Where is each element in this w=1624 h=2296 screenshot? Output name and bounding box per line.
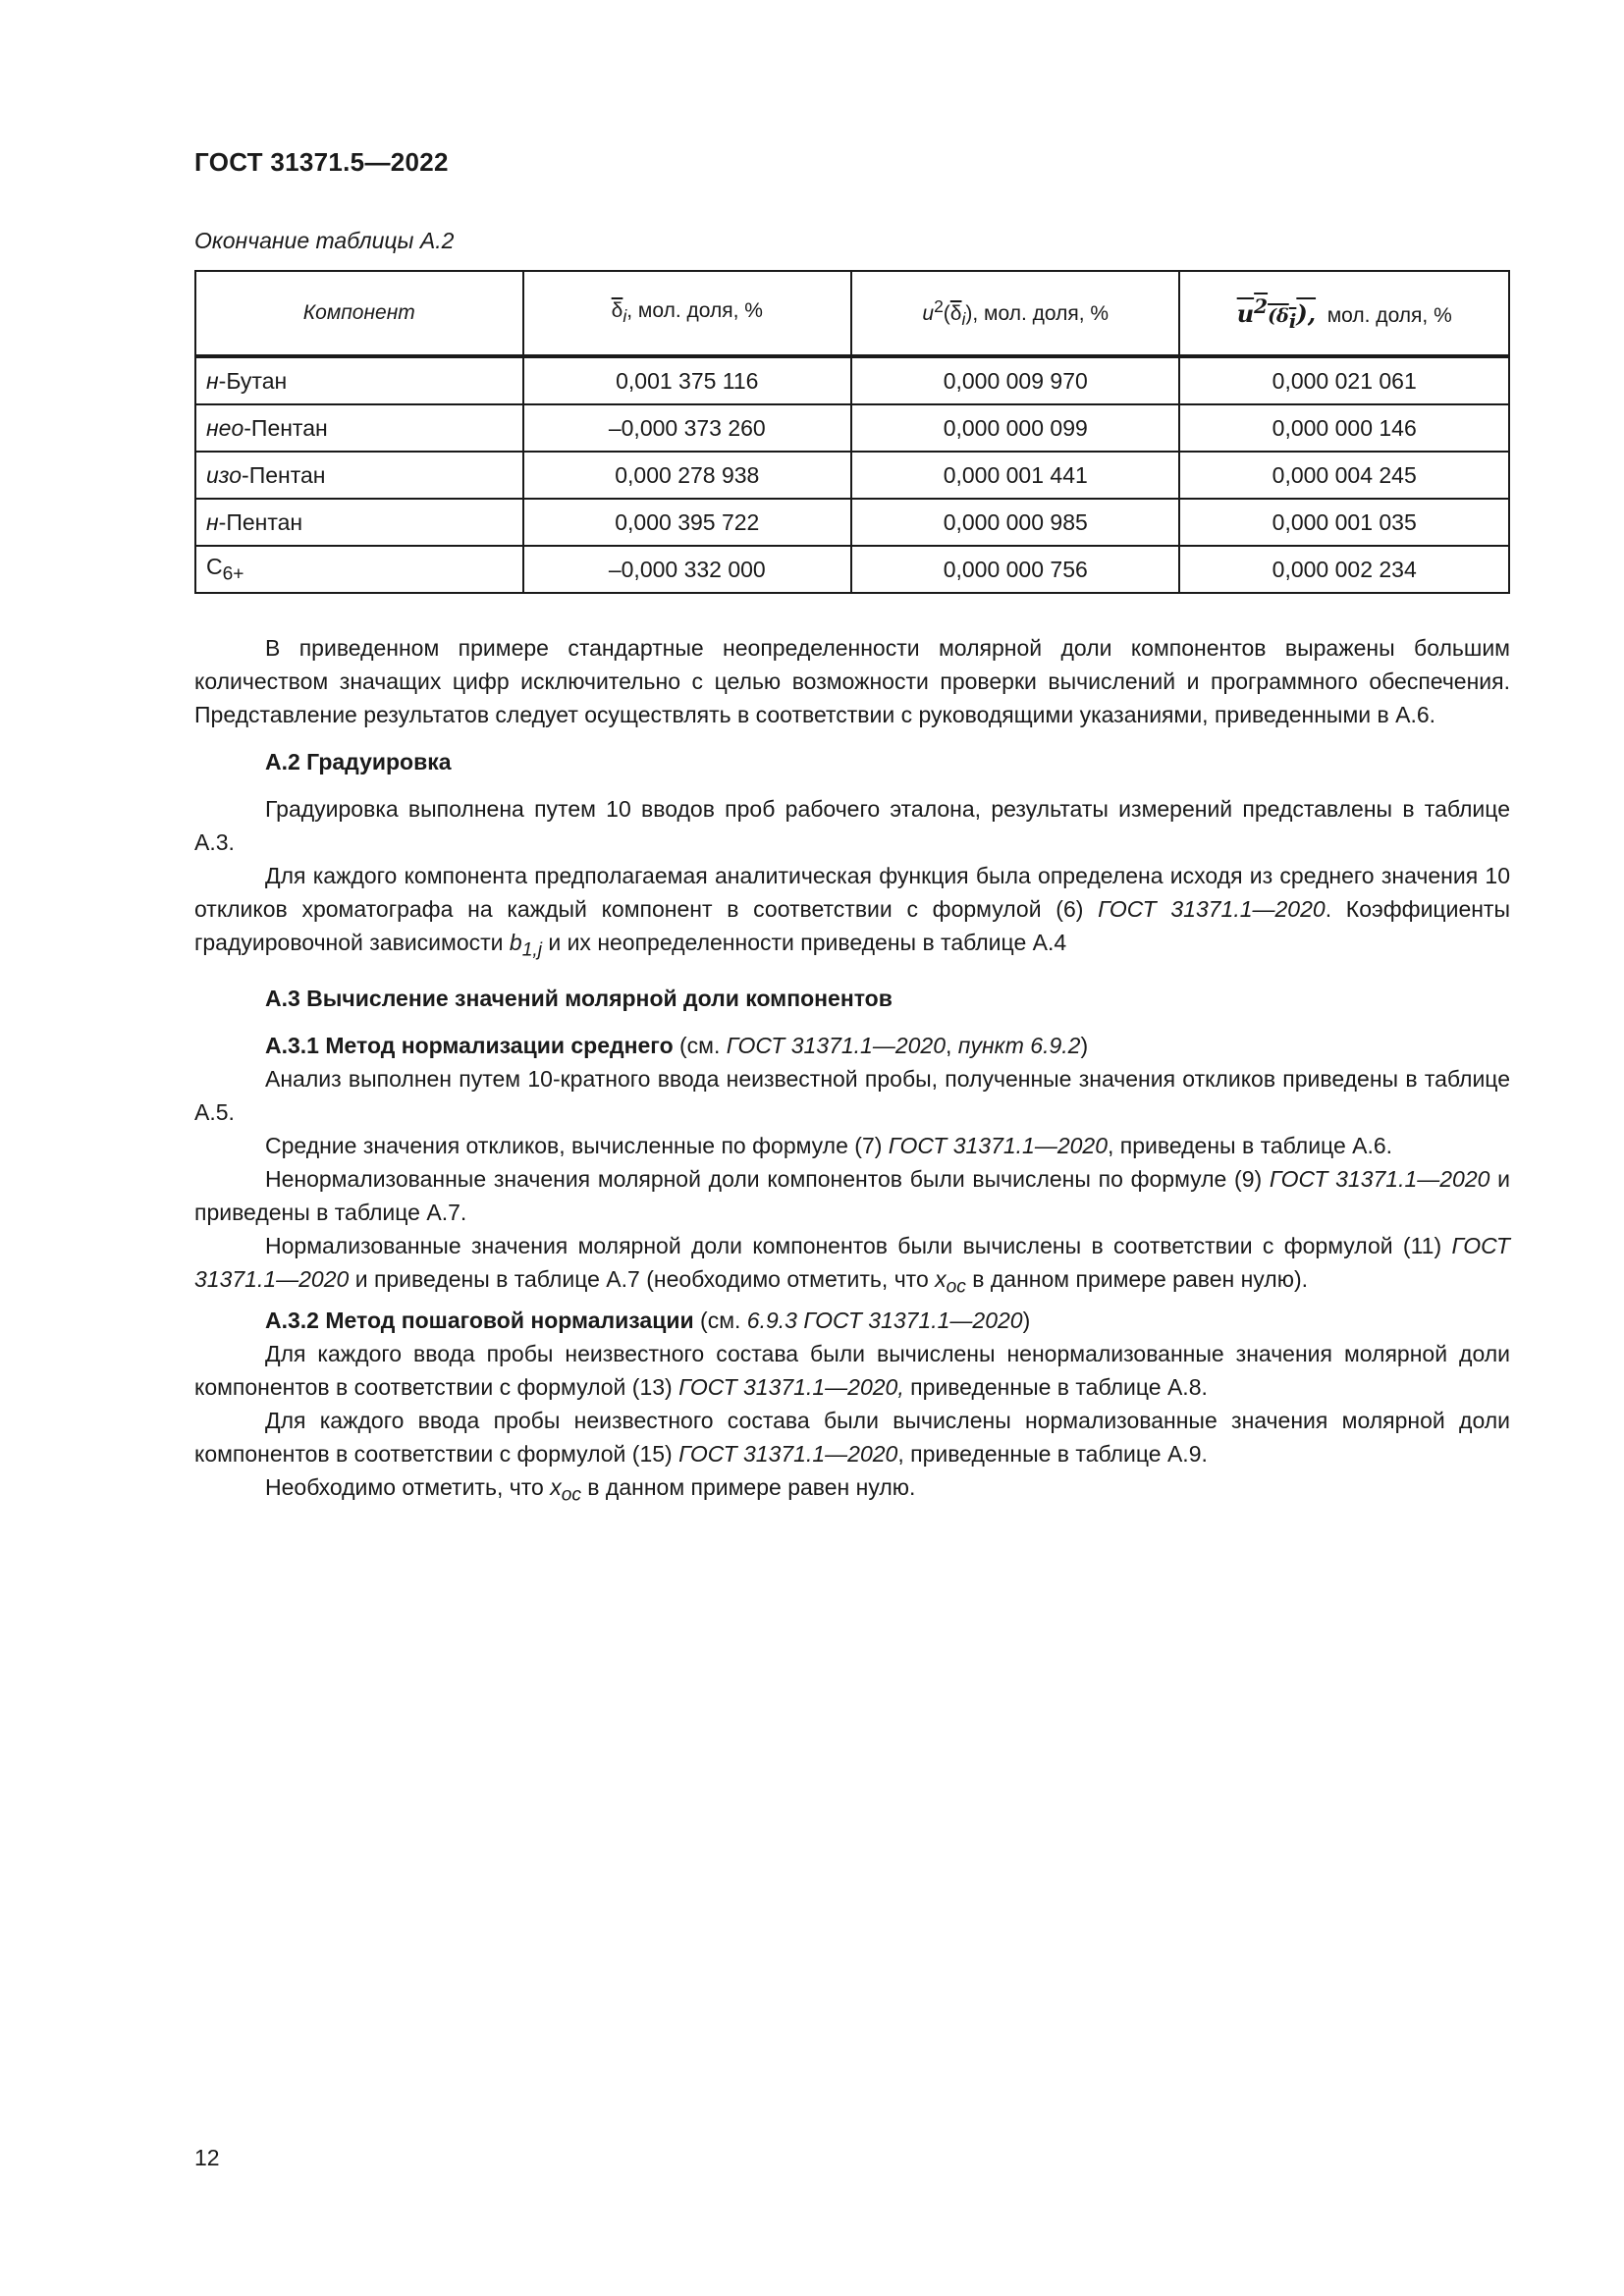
heading-a32: А.3.2 Метод пошаговой нормализации (см. 6.9.3 ГОСТ 31371.1—2020) xyxy=(265,1308,1031,1334)
body-text xyxy=(194,631,1510,1513)
paragraph-stepwise-normalized: Для каждого ввода пробы неизвестного состава были вычислены нормализованные значения молярной доли компонентов в соответствии с формулой (15) ГОСТ 31371.1—2020, приведенные в таблице А.9. xyxy=(194,1408,1510,1468)
cell-component: $C_{6+}$ xyxy=(195,546,523,593)
table-row xyxy=(195,546,1509,593)
col-header-u2-delta: $u^2(\overline{\delta}_i)$, мол. доля, % xyxy=(851,271,1179,356)
cell-mean-u2: 0,000 004 245 xyxy=(1179,452,1509,499)
cell-mean-u2: 0,000 002 234 xyxy=(1179,546,1509,593)
cell-u2: 0,000 001 441 xyxy=(851,452,1179,499)
paragraph-stepwise-unnormalized: Для каждого ввода пробы неизвестного состава были вычислены ненормализованные значения молярной доли компонентов в соответствии с формулой (13) ГОСТ 31371.1—2020, приведенные в таблице А.8. xyxy=(194,1341,1510,1401)
paragraph-calibration: Градуировка выполнена путем 10 вводов проб рабочего эталона, результаты измерений представлены в таблице А.3. xyxy=(194,796,1510,855)
cell-u2: 0,000 000 099 xyxy=(851,404,1179,452)
paragraph-mean-responses: Средние значения откликов, вычисленные по формуле (7) ГОСТ 31371.1—2020, приведены в таблице А.6. xyxy=(265,1132,1393,1158)
cell-u2: 0,000 000 985 xyxy=(851,499,1179,546)
paragraph-example-note: В приведенном примере стандартные неопределенности молярной доли компонентов выражены большим количеством значащих цифр исключительно с целью возможности проверки вычислений и программного обеспечения. Представление результатов следует осуществлять в соответствии с руководящими указаниями, приведенными в А.6. xyxy=(194,635,1510,727)
paragraph-analysis: Анализ выполнен путем 10-кратного ввода неизвестной пробы, полученные значения откликов приведены в таблице А.5. xyxy=(194,1065,1510,1125)
cell-delta: –0,000 373 260 xyxy=(523,404,851,452)
table-header-row xyxy=(195,271,1509,356)
table-row xyxy=(195,404,1509,452)
page-header: ГОСТ 31371.5—2022 xyxy=(194,147,449,177)
col-header-mean-u2: $u^2(\delta_i)$, мол. доля, % xyxy=(1179,271,1509,356)
table-row xyxy=(195,356,1509,404)
cell-mean-u2: 0,000 021 061 xyxy=(1179,356,1509,404)
paragraph-analytic-function: Для каждого компонента предполагаемая аналитическая функция была определена исходя из среднего значения 10 откликов хроматографа на каждый компонент в соответствии с формулой (6) ГОСТ 31371.1—2020. Коэффициенты градуировочной зависимости $b_{1,j}$ и их неопределенности приведены в таблице А.4 xyxy=(194,863,1510,961)
components-table xyxy=(194,270,1510,594)
heading-a2: А.2 Градуировка xyxy=(265,749,452,774)
cell-component: изо-Пентан xyxy=(195,452,523,499)
heading-a31: А.3.1 Метод нормализации среднего (см. ГОСТ 31371.1—2020, пункт 6.9.2) xyxy=(265,1032,1089,1058)
cell-mean-u2: 0,000 001 035 xyxy=(1179,499,1509,546)
cell-delta: 0,001 375 116 xyxy=(523,356,851,404)
cell-component: н-Бутан xyxy=(195,356,523,404)
paragraph-unnormalized: Ненормализованные значения молярной доли компонентов были вычислены по формуле (9) ГОСТ 31371.1—2020 и приведены в таблице А.7. xyxy=(194,1165,1510,1225)
page-number: 12 xyxy=(194,2145,220,2170)
table-row xyxy=(195,499,1509,546)
cell-component: н-Пентан xyxy=(195,499,523,546)
table-row xyxy=(195,452,1509,499)
cell-u2: 0,000 000 756 xyxy=(851,546,1179,593)
cell-delta: 0,000 395 722 xyxy=(523,499,851,546)
cell-component: нео-Пентан xyxy=(195,404,523,452)
cell-delta: 0,000 278 938 xyxy=(523,452,851,499)
cell-delta: –0,000 332 000 xyxy=(523,546,851,593)
col-header-component: Компонент xyxy=(195,271,523,356)
cell-u2: 0,000 009 970 xyxy=(851,356,1179,404)
cell-mean-u2: 0,000 000 146 xyxy=(1179,404,1509,452)
heading-a3: А.3 Вычисление значений молярной доли компонентов xyxy=(265,985,893,1011)
col-header-delta: $\overline{\delta}_i$, мол. доля, % xyxy=(523,271,851,356)
paragraph-xoc-note: Необходимо отметить, что $x_{oc}$ в данном примере равен нулю. xyxy=(265,1474,916,1506)
table-caption: Окончание таблицы А.2 xyxy=(194,228,455,253)
paragraph-normalized: Нормализованные значения молярной доли компонентов были вычислены в соответствии с формулой (11) ГОСТ 31371.1—2020 и приведены в таблице А.7 (необходимо отметить, что $x_{oc}$ в данном примере равен нулю). xyxy=(194,1232,1510,1298)
